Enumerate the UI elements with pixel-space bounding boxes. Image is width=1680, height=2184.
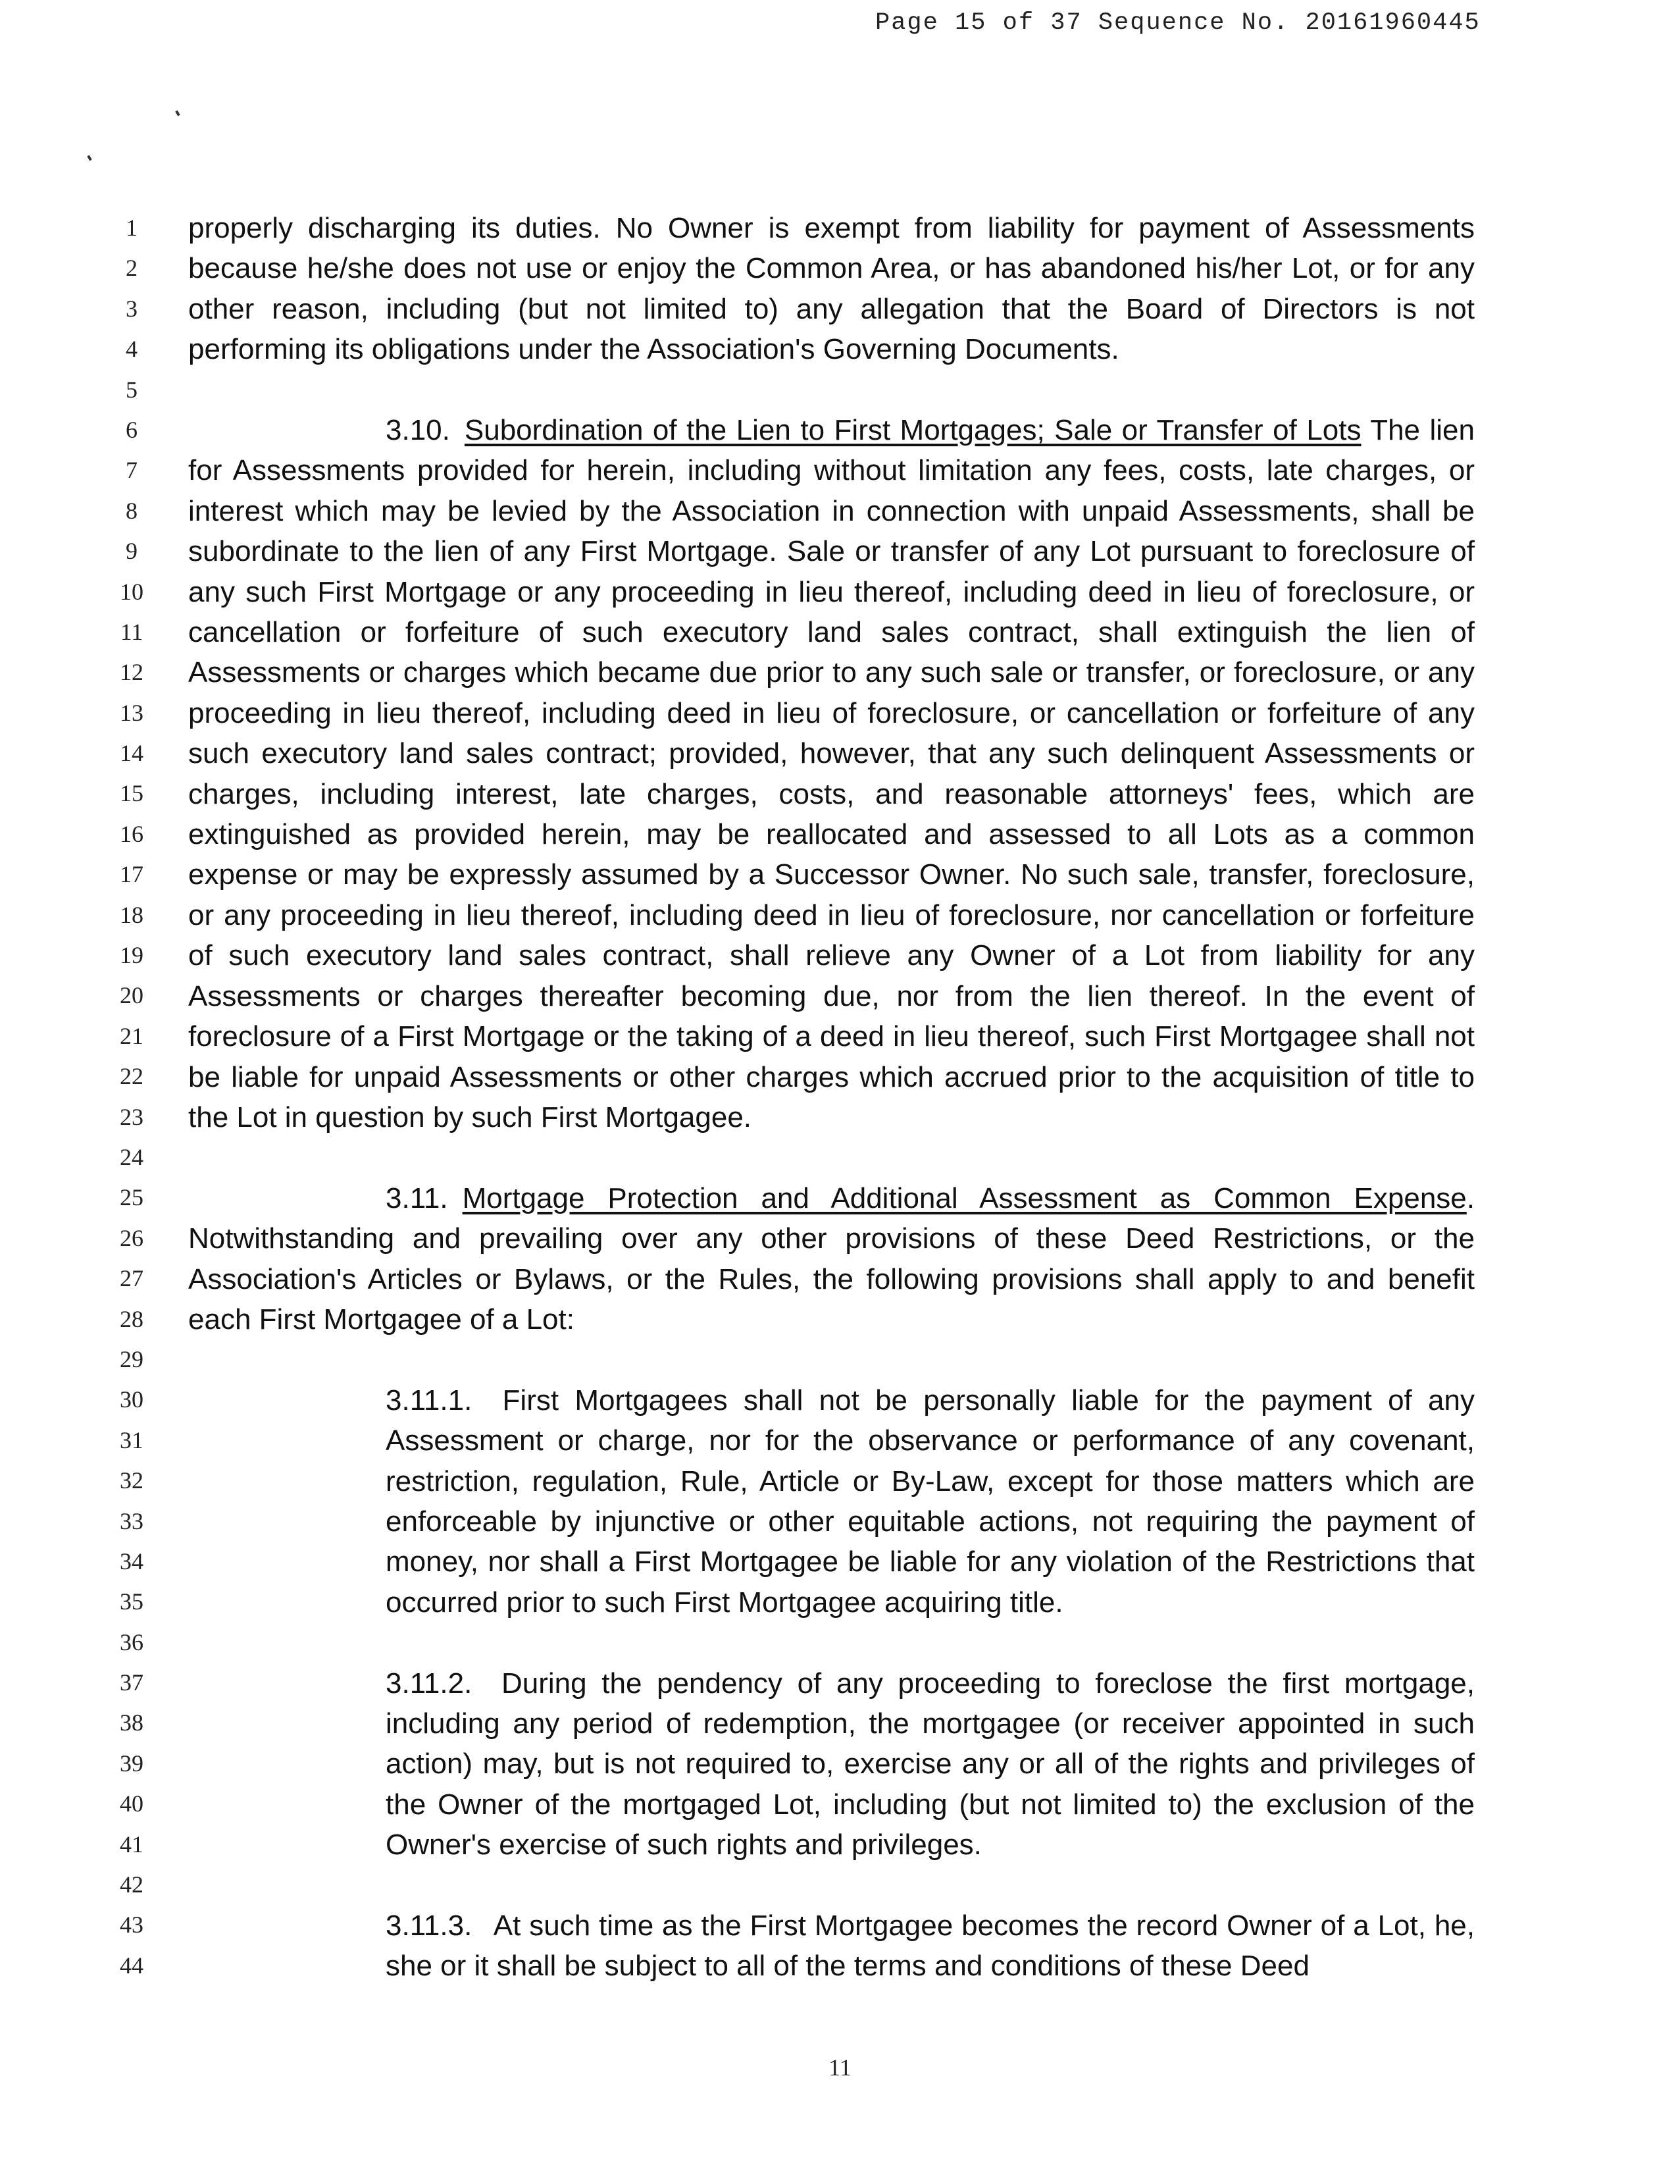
line-number: 19 bbox=[120, 942, 143, 969]
line-number: 2 bbox=[126, 255, 138, 282]
document-body bbox=[188, 208, 1475, 1987]
scan-speck bbox=[87, 155, 91, 161]
section-number: 3.11.1. bbox=[386, 1384, 472, 1417]
line-number: 27 bbox=[120, 1265, 143, 1292]
line-number: 10 bbox=[120, 578, 143, 605]
section-number: 3.11.2. bbox=[386, 1667, 472, 1700]
line-number: 29 bbox=[120, 1345, 143, 1372]
section-text: Notwithstanding and prevailing over any other provisions of these Deed Restrictions, or the Association's Articles or Bylaws, or the Rules, the following provisions shall apply to and benefit each First Mortgagee of a Lot: bbox=[188, 1222, 1475, 1336]
line-number: 30 bbox=[120, 1386, 143, 1413]
line-number: 15 bbox=[120, 780, 143, 807]
line-number: 34 bbox=[120, 1547, 143, 1574]
line-number: 41 bbox=[120, 1831, 143, 1858]
section-text: At such time as the First Mortgagee becomes the record Owner of a Lot, he, she or it shall be subject to all of the terms and conditions of these Deed bbox=[386, 1909, 1475, 1983]
line-number: 37 bbox=[120, 1669, 143, 1696]
section-text: The lien for Assessments provided for herein, including without limitation any fees, costs, late charges, or interest which may be levied by the Association in connection with unpaid Assessments, shall be subordinate to the lien of any First Mortgage. Sale or transfer of any Lot pursuant to foreclosure of any such First Mortgage or any proceeding in lieu thereof, including deed in lieu of foreclosure, or cancellation or forfeiture of such executory land sales contract, shall extinguish the lien of Assessments or charges which became due prior to any such sale or transfer, or foreclosure, or any proceeding in lieu thereof, including deed in lieu of foreclosure, or cancellation or forfeiture of any such executory land sales contract; provided, however, that any such delinquent Assessments or charges, including interest, late charges, costs, and reasonable attorneys' fees, which are extinguished as provided herein, may be reallocated and assessed to all Lots as a common expense or may be expressly assumed by a Successor Owner. No such sale, transfer, foreclosure, or any proceeding in lieu thereof, including deed in lieu of foreclosure, nor cancellation or forfeiture of such executory land sales contract, shall relieve any Owner of a Lot from liability for any Assessments or charges thereafter becoming due, nor from the lien thereof. In the event of foreclosure of a First Mortgage or the taking of a deed in lieu thereof, such First Mortgagee shall not be liable for unpaid Assessments or other charges which accrued prior to the acquisition of title to the Lot in question by such First Mortgagee. bbox=[188, 414, 1475, 1133]
line-number: 8 bbox=[126, 497, 138, 524]
page-number: 11 bbox=[828, 2054, 852, 2081]
line-number: 43 bbox=[120, 1911, 143, 1938]
line-number: 36 bbox=[120, 1628, 143, 1655]
section-3-10 bbox=[188, 410, 1475, 1137]
line-number: 38 bbox=[120, 1709, 143, 1736]
line-number: 7 bbox=[126, 457, 138, 484]
line-number: 5 bbox=[126, 376, 138, 403]
section-3-11-3 bbox=[386, 1906, 1475, 1987]
line-number: 17 bbox=[120, 861, 143, 888]
line-number: 12 bbox=[120, 659, 143, 686]
line-number: 4 bbox=[126, 336, 138, 363]
line-number: 3 bbox=[126, 295, 138, 322]
line-number: 22 bbox=[120, 1063, 143, 1090]
line-number: 21 bbox=[120, 1022, 143, 1049]
section-heading: Subordination of the Lien to First Mortgages; Sale or Transfer of Lots bbox=[464, 414, 1362, 447]
section-3-11-2 bbox=[386, 1663, 1475, 1865]
line-number: 23 bbox=[120, 1103, 143, 1130]
line-number: 25 bbox=[120, 1184, 143, 1211]
section-number: 3.11.3. bbox=[386, 1909, 472, 1942]
line-number: 40 bbox=[120, 1790, 143, 1817]
line-number: 44 bbox=[120, 1952, 143, 1979]
line-number: 26 bbox=[120, 1224, 143, 1251]
line-number: 16 bbox=[120, 820, 143, 847]
section-text: First Mortgagees shall not be personally liable for the payment of any Assessment or charge, nor for the observance or performance of any covenant, restriction, regulation, Rule, Article or By-Law, except for those matters which are enforceable by injunctive or other equitable actions, not requiring the payment of money, nor shall a First Mortgagee be liable for any violation of the Restrictions that occurred prior to such First Mortgagee acquiring title. bbox=[386, 1384, 1475, 1619]
section-3-11-1 bbox=[386, 1380, 1475, 1623]
line-number: 11 bbox=[120, 618, 143, 645]
section-heading: Mortgage Protection and Additional Assessment as Common Expense bbox=[462, 1182, 1467, 1214]
line-number: 1 bbox=[126, 215, 138, 241]
line-number: 28 bbox=[120, 1305, 143, 1332]
section-text: During the pendency of any proceeding to foreclose the first mortgage, including any period of redemption, the mortgagee (or receiver appointed in such action) may, but is not required to, exercise any or all of the rights and privileges of the Owner of the mortgaged Lot, including (but not limited to) the exclusion of the Owner's exercise of such rights and privileges. bbox=[386, 1667, 1475, 1861]
line-number: 32 bbox=[120, 1467, 143, 1494]
line-number: 39 bbox=[120, 1750, 143, 1777]
line-number: 35 bbox=[120, 1588, 143, 1615]
line-number: 31 bbox=[120, 1426, 143, 1453]
scan-speck bbox=[175, 111, 180, 117]
section-number: 3.11. bbox=[386, 1182, 448, 1214]
paragraph-continuation: properly discharging its duties. No Owner is exempt from liability for payment of Assessments because he/she does not use or enjoy the Common Area, or has abandoned his/her Lot, or for any other reason, including (but not limited to) any allegation that the Board of Directors is not performing its obligations under the Association's Governing Documents. bbox=[188, 212, 1475, 366]
line-number: 18 bbox=[120, 901, 143, 928]
line-number: 9 bbox=[126, 538, 138, 565]
line-number: 13 bbox=[120, 699, 143, 726]
section-3-11: 3.11. Mortgage Protection and Additional Assessment as Common Expense. Notwithstanding and prevailing over any other provisions of these Deed Restrictions, or the Association's Articles or Bylaws, or the Rules, the following provisions shall apply to and benefit each First Mortgagee of a Lot: bbox=[188, 1178, 1475, 1340]
line-numbers bbox=[92, 208, 171, 1986]
line-number: 6 bbox=[126, 416, 138, 443]
line-number: 42 bbox=[120, 1871, 143, 1898]
line-number: 24 bbox=[120, 1143, 143, 1170]
line-number: 33 bbox=[120, 1507, 143, 1534]
line-number: 20 bbox=[120, 982, 143, 1009]
line-number: 14 bbox=[120, 740, 143, 767]
page-header: Page 15 of 37 Sequence No. 20161960445 bbox=[875, 9, 1481, 37]
section-number: 3.10. bbox=[386, 414, 450, 447]
